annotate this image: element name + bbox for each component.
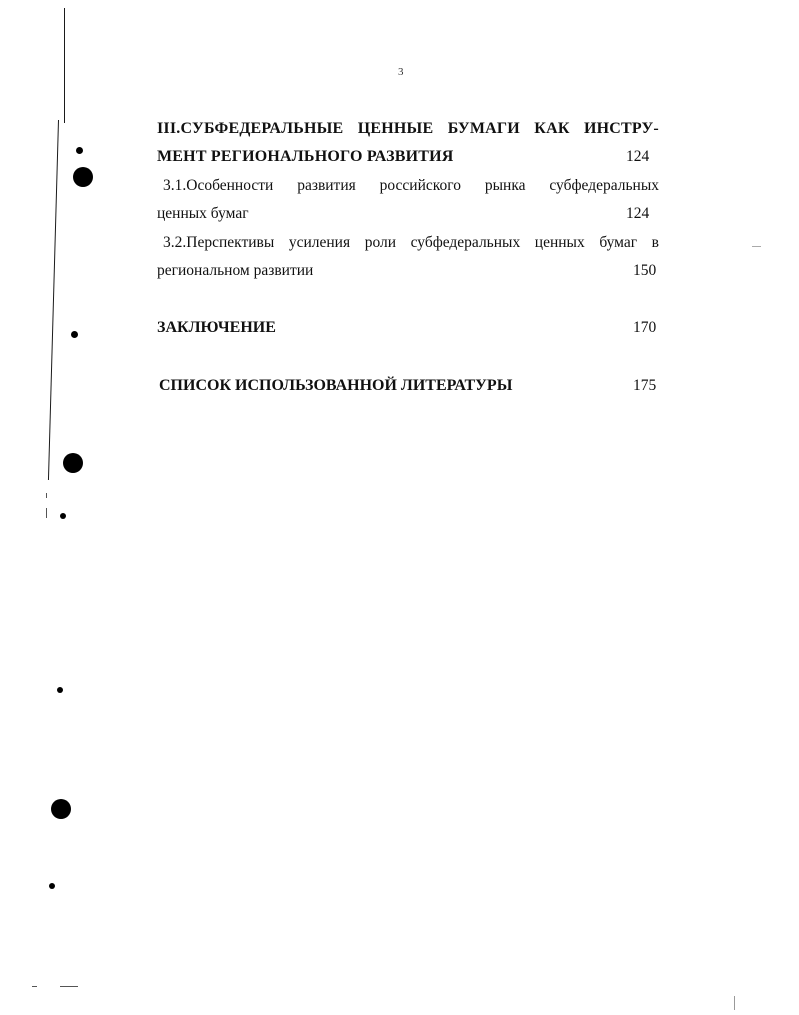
punch-hole-small [49, 883, 55, 889]
punch-hole-large [51, 799, 71, 819]
toc-word: БУМАГИ [447, 120, 520, 137]
toc-word: 3.1.Особенности [163, 177, 274, 194]
toc-section-3-title-line2: МЕНТ РЕГИОНАЛЬНОГО РАЗВИТИЯ [157, 148, 454, 165]
toc-subsection-3-1-line2: ценных бумаг [157, 205, 249, 222]
toc-word: КАК [534, 120, 570, 137]
punch-hole-small [76, 147, 83, 154]
toc-word: ценных [534, 234, 585, 251]
toc-section-3-title-line1 [157, 120, 659, 138]
punch-hole-large [73, 167, 93, 187]
toc-conclusion-page: 170 [633, 319, 657, 336]
toc-word: ЦЕННЫЕ [357, 120, 434, 137]
scan-mark [46, 508, 47, 518]
toc-word: субфедеральных [549, 177, 659, 194]
toc-subsection-3-2-line2: региональном развитии [157, 262, 314, 279]
punch-hole-small [57, 687, 63, 693]
punch-hole-small [60, 513, 66, 519]
toc-word: роли [364, 234, 397, 251]
toc-word: в [651, 234, 659, 251]
toc-section-3-page: 124 [626, 148, 650, 165]
toc-word: бумаг [599, 234, 638, 251]
toc-subsection-3-1-page: 124 [626, 205, 650, 222]
scan-mark [32, 986, 37, 987]
toc-conclusion-title: ЗАКЛЮЧЕНИЕ [157, 319, 276, 336]
toc-word: ИНСТРУ- [583, 120, 659, 137]
toc-references-page: 175 [633, 377, 657, 394]
toc-subsection-3-1-line1 [163, 177, 659, 195]
scan-mark [46, 493, 47, 498]
toc-word: 3.2.Перспективы [163, 234, 275, 251]
binding-line-lower [48, 120, 59, 480]
scan-mark [60, 986, 78, 987]
punch-hole-large [63, 453, 83, 473]
toc-word: рынка [484, 177, 526, 194]
scan-mark [734, 996, 735, 1010]
binding-line-upper [64, 8, 65, 123]
toc-word: субфедеральных [410, 234, 521, 251]
toc-word: усиления [288, 234, 351, 251]
scan-mark [752, 246, 761, 247]
page-number: 3 [398, 66, 404, 78]
toc-word: развития [297, 177, 356, 194]
toc-subsection-3-2-page: 150 [633, 262, 657, 279]
toc-word: III.СУБФЕДЕРАЛЬНЫЕ [157, 120, 344, 137]
toc-subsection-3-2-line1 [163, 234, 659, 252]
punch-hole-small [71, 331, 78, 338]
toc-references-title: СПИСОК ИСПОЛЬЗОВАННОЙ ЛИТЕРАТУРЫ [159, 377, 513, 394]
toc-word: российского [379, 177, 461, 194]
